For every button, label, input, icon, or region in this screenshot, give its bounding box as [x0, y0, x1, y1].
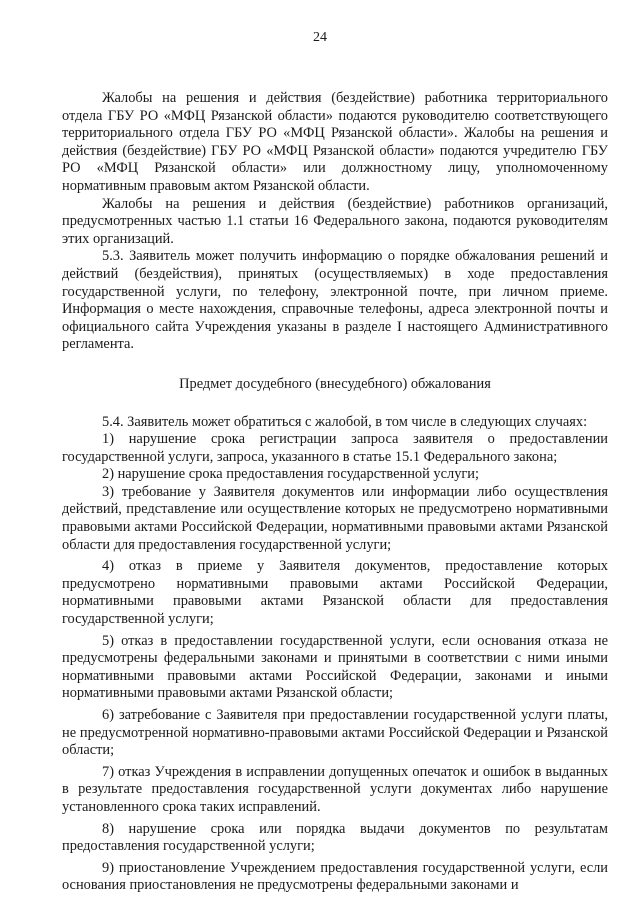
- section-heading: Предмет досудебного (внесудебного) обжалования: [179, 375, 491, 392]
- paragraph-5-3: 5.3. Заявитель может получить информацию о порядке обжалования решений и действий (бездействия), принятых (осуществляемых) в ходе предоставления государственной услуги, по телефону, электронной почте, при личном приеме. Информация о месте нахождения, справочные телефоны, адреса электронной почты и официального сайта Учреждения указаны в разделе I настоящего Административного регламента.: [62, 248, 608, 353]
- list-item-3: 3) требование у Заявителя документов или информации либо осуществления действий, представление или осуществление которых не предусмотрено нормативными правовыми актами Российской Федерации, нормативными правовыми актами Рязанской области для предоставления государственной услуги;: [62, 483, 608, 553]
- list-item-4: 4) отказ в приеме у Заявителя документов, предоставление которых предусмотрено нормативными правовыми актами Российской Федерации, нормативными правовыми актами Рязанской области для предоставления государственной услуги;: [62, 558, 608, 628]
- list-item-1: 1) нарушение срока регистрации запроса заявителя о предоставлении государственной услуги, запроса, указанного в статье 15.1 Федерального закона;: [62, 431, 608, 465]
- list-item-6: 6) затребование с Заявителя при предоставлении государственной услуги платы, не предусмотренной нормативно-правовыми актами Российской Федерации и Рязанской области;: [62, 707, 608, 759]
- document-body: [62, 90, 608, 895]
- paragraph-mfc-complaints: Жалобы на решения и действия (бездействие) работника территориального отдела ГБУ РО «МФЦ Рязанской области» подаются руководителю соответствующего территориального отдела ГБУ РО «МФЦ Рязанской области». Жалобы на решения и действия (бездействие) ГБУ РО «МФЦ Рязанской области» подаются учредителю ГБУ РО «МФЦ Рязанской области» или должностному лицу, уполномоченному нормативным правовым актом Рязанской области.: [62, 90, 608, 194]
- list-item-7: 7) отказ Учреждения в исправлении допущенных опечаток и ошибок в выданных в результате предоставления государственной услуги документах либо нарушение установленного срока таких исправлений.: [62, 763, 608, 815]
- page-number: 24: [313, 30, 327, 45]
- list-item-2: 2) нарушение срока предоставления государственной услуги;: [102, 466, 479, 483]
- paragraph-organizations-complaints: Жалобы на решения и действия (бездействие) работников организаций, предусмотренных частью 1.1 статьи 16 Федерального закона, подаются руководителям этих организаций.: [62, 195, 608, 247]
- list-item-9: 9) приостановление Учреждением предоставления государственной услуги, если основания приостановления не предусмотрены федеральными законами и: [62, 859, 608, 894]
- list-item-5: 5) отказ в предоставлении государственной услуги, если основания отказа не предусмотрены федеральными законами и принятыми в соответствии с ними иными нормативными правовыми актами Российской Федерации, законами и иными нормативными правовыми актами Рязанской области;: [62, 632, 608, 702]
- paragraph-5-4: 5.4. Заявитель может обратиться с жалобой, в том числе в следующих случаях:: [102, 413, 588, 430]
- list-item-8: 8) нарушение срока или порядка выдачи документов по результатам предоставления государственной услуги;: [62, 820, 608, 855]
